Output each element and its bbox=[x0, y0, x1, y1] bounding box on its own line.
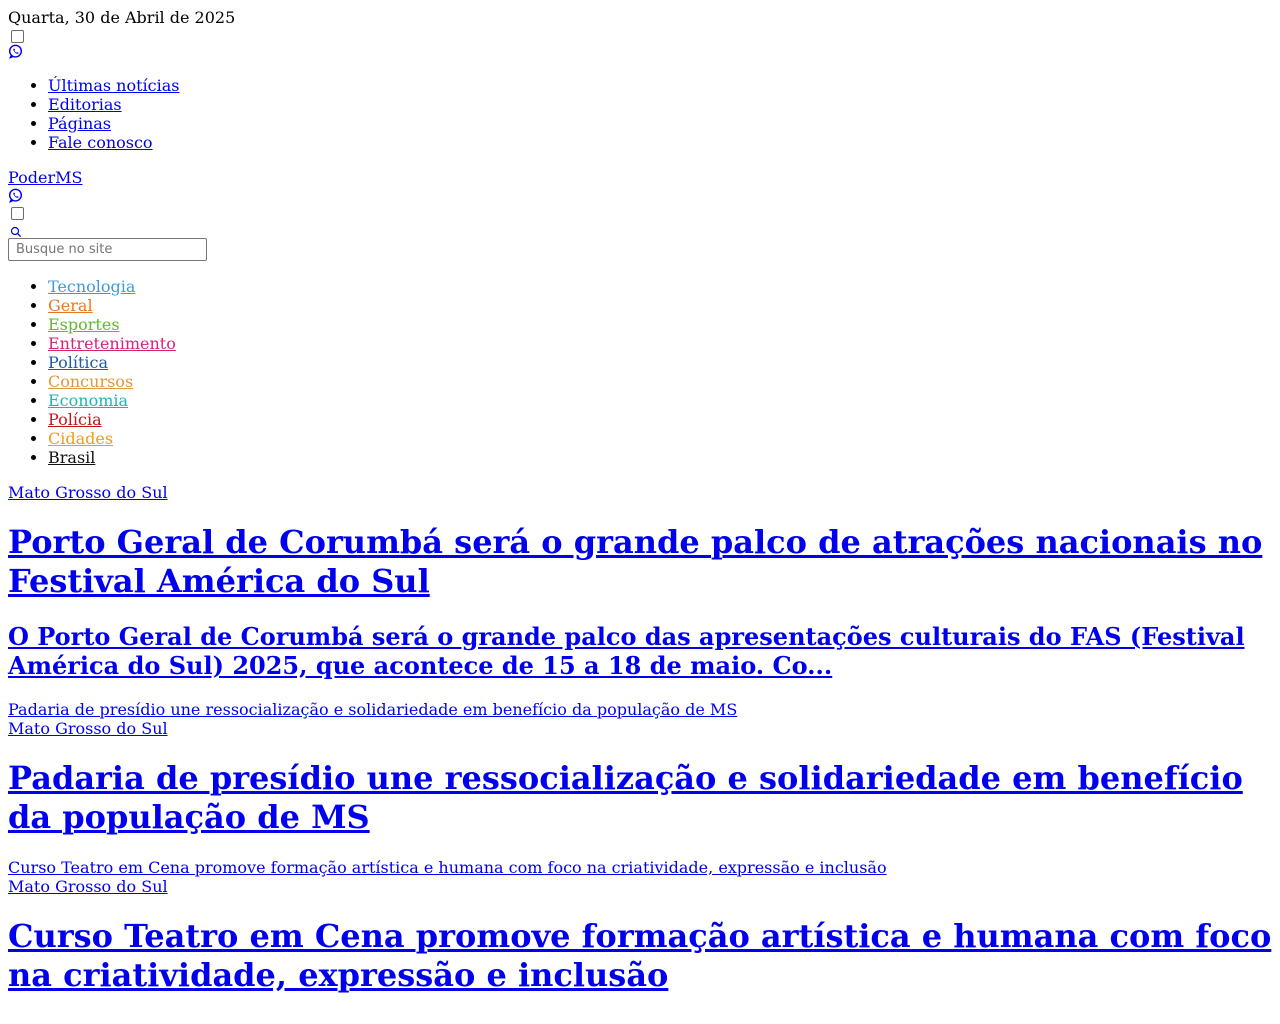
news-item bbox=[8, 858, 1272, 995]
news-headline-link[interactable]: Porto Geral de Corumbá será o grande palco de atrações nacionais no Festival América do Sul bbox=[8, 523, 1263, 600]
news-headline bbox=[8, 759, 1272, 837]
category-item bbox=[48, 315, 1272, 334]
news-headline-link[interactable]: Curso Teatro em Cena promove formação artística e humana com foco na criatividade, expressão e inclusão bbox=[8, 917, 1272, 994]
news-image-alt-link[interactable]: Curso Teatro em Cena promove formação artística e humana com foco na criatividade, expressão e inclusão bbox=[8, 858, 887, 877]
search-icon[interactable] bbox=[10, 223, 22, 235]
whatsapp-icon[interactable] bbox=[8, 188, 24, 204]
category-item bbox=[48, 391, 1272, 410]
news-item bbox=[8, 700, 1272, 837]
menu-item bbox=[48, 133, 1272, 152]
site-logo[interactable]: PoderMS bbox=[8, 168, 83, 187]
news-summary-link[interactable]: O Porto Geral de Corumbá será o grande palco das apresentações culturais do FAS (Festival América do Sul) 2025, que acontece de 15 a 18 de maio. Co... bbox=[8, 622, 1245, 680]
news-headline bbox=[8, 917, 1272, 995]
menu-item bbox=[48, 95, 1272, 114]
category-concursos[interactable]: Concursos bbox=[48, 372, 134, 391]
category-menu bbox=[8, 277, 1272, 467]
category-economia[interactable]: Economia bbox=[48, 391, 129, 410]
current-date: Quarta, 30 de Abril de 2025 bbox=[8, 8, 236, 27]
category-entretenimento[interactable]: Entretenimento bbox=[48, 334, 176, 353]
news-item bbox=[8, 483, 1272, 680]
news-category-link[interactable]: Mato Grosso do Sul bbox=[8, 483, 168, 502]
news-category-link[interactable]: Mato Grosso do Sul bbox=[8, 877, 168, 896]
category-policia[interactable]: Polícia bbox=[48, 410, 102, 429]
search-toggle-checkbox[interactable] bbox=[11, 207, 24, 220]
category-item bbox=[48, 277, 1272, 296]
category-item bbox=[48, 372, 1272, 391]
category-item bbox=[48, 429, 1272, 448]
menu-item-ultimas-noticias[interactable]: Últimas notícias bbox=[48, 76, 180, 95]
page-header bbox=[8, 8, 1272, 261]
news-summary bbox=[8, 622, 1272, 680]
menu-item bbox=[48, 76, 1272, 95]
news-feed bbox=[8, 483, 1272, 995]
category-geral[interactable]: Geral bbox=[48, 296, 93, 315]
search-input[interactable] bbox=[8, 238, 207, 261]
menu-toggle-checkbox[interactable] bbox=[11, 30, 24, 43]
category-item bbox=[48, 334, 1272, 353]
menu-item-paginas[interactable]: Páginas bbox=[48, 114, 111, 133]
menu-item-fale-conosco[interactable]: Fale conosco bbox=[48, 133, 153, 152]
menu-item-editorias[interactable]: Editorias bbox=[48, 95, 122, 114]
whatsapp-icon[interactable] bbox=[8, 44, 24, 60]
category-item bbox=[48, 353, 1272, 372]
category-brasil[interactable]: Brasil bbox=[48, 448, 96, 467]
news-headline bbox=[8, 523, 1272, 601]
category-politica[interactable]: Política bbox=[48, 353, 109, 372]
category-tecnologia[interactable]: Tecnologia bbox=[48, 277, 136, 296]
menu-item bbox=[48, 114, 1272, 133]
news-image-alt-link[interactable]: Padaria de presídio une ressocialização e solidariedade em benefício da população de MS bbox=[8, 700, 738, 719]
category-item bbox=[48, 296, 1272, 315]
news-category-link[interactable]: Mato Grosso do Sul bbox=[8, 719, 168, 738]
news-headline-link[interactable]: Padaria de presídio une ressocialização e solidariedade em benefício da população de MS bbox=[8, 759, 1243, 836]
category-item bbox=[48, 410, 1272, 429]
category-esportes[interactable]: Esportes bbox=[48, 315, 120, 334]
category-cidades[interactable]: Cidades bbox=[48, 429, 114, 448]
category-item bbox=[48, 448, 1272, 467]
main-menu bbox=[8, 76, 1272, 152]
